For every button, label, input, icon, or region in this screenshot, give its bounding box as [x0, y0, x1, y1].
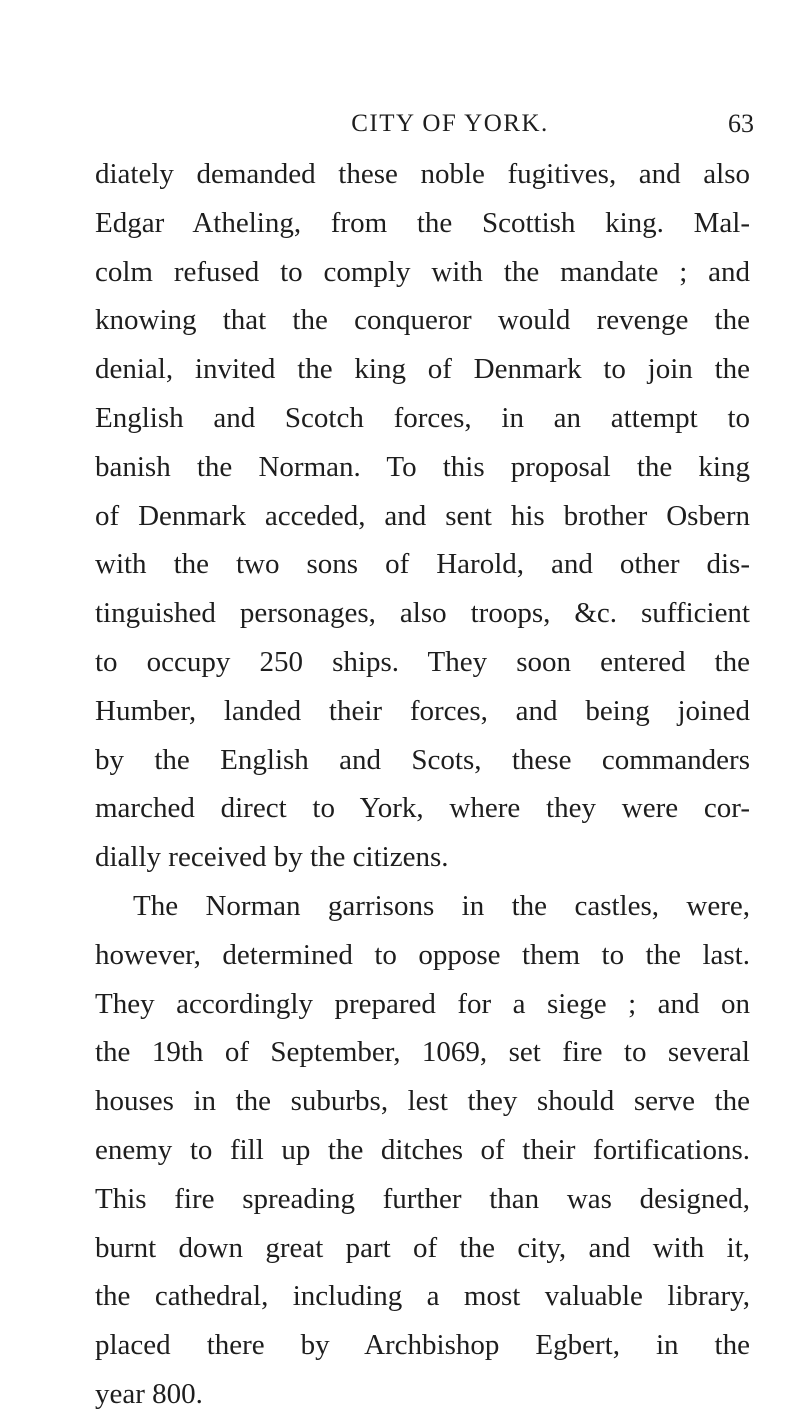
- text-line: the cathedral, including a most valuable library,: [95, 1280, 750, 1313]
- running-title: CITY OF YORK.: [351, 110, 549, 137]
- paragraph-end-line: year 800.: [95, 1377, 203, 1410]
- text-line: marched direct to York, where they were cor-: [95, 792, 750, 825]
- text-line: denial, invited the king of Denmark to join the: [95, 353, 750, 386]
- text-line: knowing that the conqueror would revenge the: [95, 304, 750, 337]
- text-line: Humber, landed their forces, and being joined: [95, 694, 750, 727]
- text-line: They accordingly prepared for a siege ; and on: [95, 987, 750, 1020]
- text-line: English and Scotch forces, in an attempt to: [95, 401, 750, 434]
- text-line: diately demanded these noble fugitives, and also: [95, 158, 750, 190]
- paragraph-start-line: The Norman garrisons in the castles, were,: [133, 889, 750, 922]
- running-head: [150, 104, 754, 144]
- text-line: banish the Norman. To this proposal the king: [95, 450, 750, 483]
- text-line: This fire spreading further than was designed,: [95, 1182, 750, 1215]
- text-line: Edgar Atheling, from the Scottish king. Mal-: [95, 206, 750, 239]
- page-number: 63: [728, 109, 754, 138]
- text-line: tinguished personages, also troops, &c. sufficient: [95, 597, 750, 630]
- text-line: colm refused to comply with the mandate ; and: [95, 255, 750, 288]
- text-line: the 19th of September, 1069, set fire to several: [95, 1036, 750, 1069]
- text-line: burnt down great part of the city, and with it,: [95, 1231, 750, 1264]
- text-line: placed there by Archbishop Egbert, in the: [95, 1329, 750, 1362]
- text-line: enemy to fill up the ditches of their fortifications.: [95, 1133, 750, 1166]
- body-text: [95, 150, 750, 1419]
- text-line: to occupy 250 ships. They soon entered the: [95, 645, 750, 678]
- text-line: of Denmark acceded, and sent his brother Osbern: [95, 499, 750, 532]
- text-line: houses in the suburbs, lest they should serve the: [95, 1085, 750, 1118]
- text-line: however, determined to oppose them to the last.: [95, 938, 750, 971]
- text-line: with the two sons of Harold, and other dis-: [95, 548, 750, 581]
- text-line: by the English and Scots, these commanders: [95, 743, 750, 776]
- paragraph-end-line: dially received by the citizens.: [95, 841, 449, 874]
